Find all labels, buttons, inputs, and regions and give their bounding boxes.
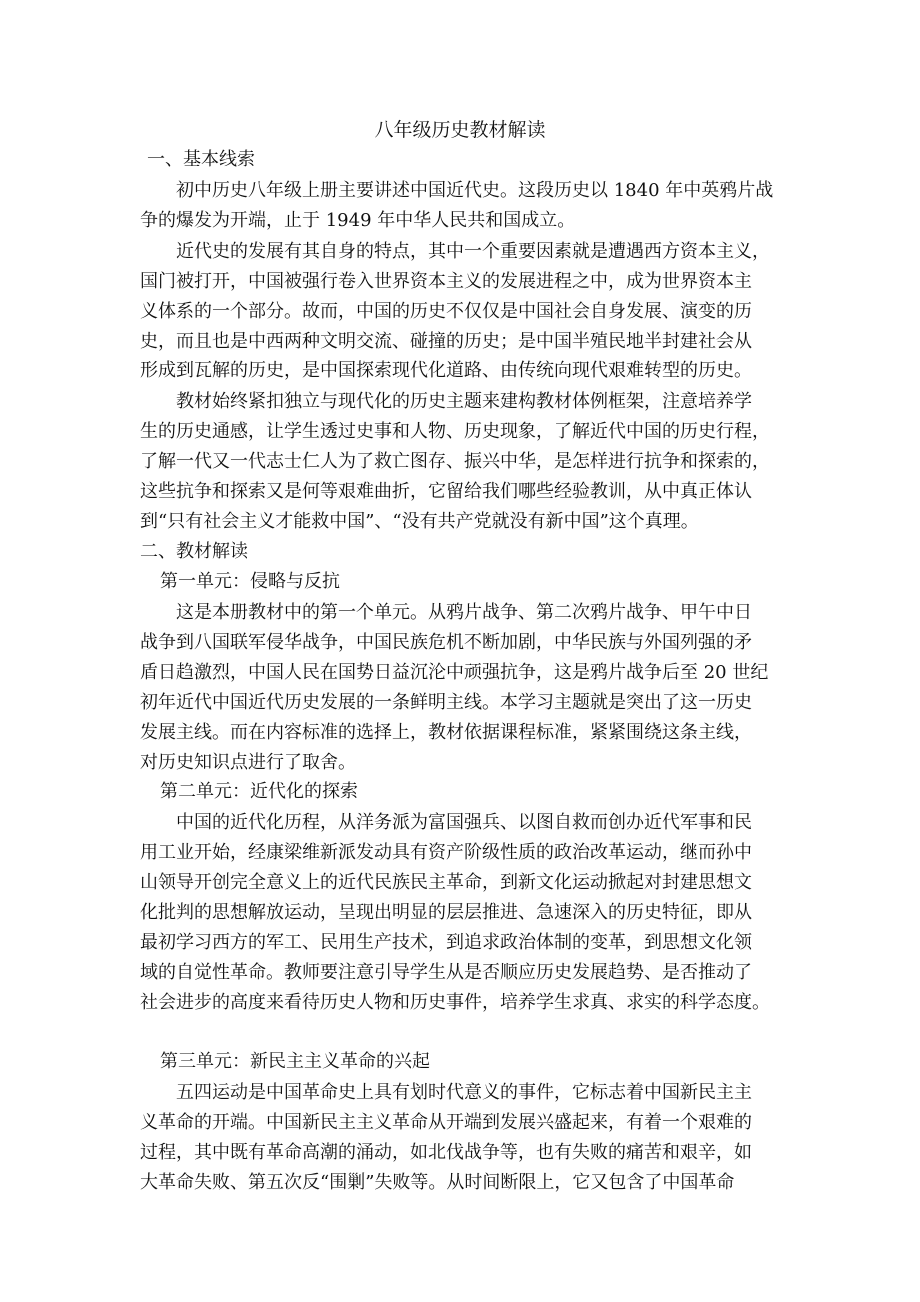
paragraph-line: 用工业开始，经康梁维新派发动具有资产阶级性质的政治改革运动，继而孙中 xyxy=(140,842,752,863)
paragraph-line: 战争到八国联军侵华战争，中国民族危机不断加剧，中华民族与外国列强的矛 xyxy=(140,632,752,653)
section-heading-textbook-reading: 二、教材解读 xyxy=(140,541,248,562)
paragraph-line: 大革命失败、第五次反“围剿”失败等。从时间断限上，它又包含了中国革命 xyxy=(140,1172,735,1193)
paragraph-line: 五四运动是中国革命史上具有划时代意义的事件，它标志着中国新民主主 xyxy=(176,1082,752,1103)
unit-heading-1: 第一单元：侵略与反抗 xyxy=(160,571,340,592)
paragraph-line: 初年近代中国近代历史发展的一条鲜明主线。本学习主题就是突出了这一历史 xyxy=(140,692,752,713)
paragraph-line: 义革命的开端。中国新民主主义革命从开端到发展兴盛起来，有着一个艰难的 xyxy=(140,1112,752,1133)
paragraph-line: 到“只有社会主义才能救中国”、“没有共产党就没有新中国”这个真理。 xyxy=(140,511,699,532)
paragraph-line: 过程，其中既有革命高潮的涌动，如北伐战争等，也有失败的痛苦和艰辛，如 xyxy=(140,1142,752,1163)
paragraph-line: 了解一代又一代志士仁人为了救亡图存、振兴中华，是怎样进行抗争和探索的， xyxy=(140,451,770,472)
unit-heading-3: 第三单元：新民主主义革命的兴起 xyxy=(160,1051,430,1072)
paragraph-line: 对历史知识点进行了取舍。 xyxy=(140,752,356,773)
paragraph-line: 域的自觉性革命。教师要注意引导学生从是否顺应历史发展趋势、是否推动了 xyxy=(140,962,752,983)
paragraph-line: 国门被打开，中国被强行卷入世界资本主义的发展进程之中，成为世界资本主 xyxy=(140,271,752,292)
paragraph-line: 义体系的一个部分。故而，中国的历史不仅仅是中国社会自身发展、演变的历 xyxy=(140,301,752,322)
unit-heading-2: 第二单元：近代化的探索 xyxy=(160,781,358,802)
paragraph-line: 生的历史通感，让学生透过史事和人物、历史现象，了解近代中国的历史行程， xyxy=(140,421,770,442)
paragraph-line: 教材始终紧扣独立与现代化的历史主题来建构教材体例框架，注意培养学 xyxy=(176,391,752,412)
paragraph-line: 争的爆发为开端，止于 1949 年中华人民共和国成立。 xyxy=(140,210,576,231)
paragraph-line: 形成到瓦解的历史，是中国探索现代化道路、由传统向现代艰难转型的历史。 xyxy=(140,360,752,381)
paragraph-line: 最初学习西方的军工、民用生产技术，到追求政治体制的变革，到思想文化领 xyxy=(140,932,752,953)
paragraph-line: 山领导开创完全意义上的近代民族民主革命，到新文化运动掀起对封建思想文 xyxy=(140,872,752,893)
paragraph-line: 这些抗争和探索又是何等艰难曲折，它留给我们哪些经验教训，从中真正体认 xyxy=(140,481,752,502)
section-heading-basic-clues: 一、基本线索 xyxy=(147,149,255,170)
paragraph-line: 初中历史八年级上册主要讲述中国近代史。这段历史以 1840 年中英鸦片战 xyxy=(176,180,774,201)
paragraph-line: 社会进步的高度来看待历史人物和历史事件，培养学生求真、求实的科学态度。 xyxy=(140,992,770,1013)
paragraph-line: 这是本册教材中的第一个单元。从鸦片战争、第二次鸦片战争、甲午中日 xyxy=(176,602,752,623)
paragraph-line: 盾日趋激烈，中国人民在国势日益沉沦中顽强抗争，这是鸦片战争后至 20 世纪 xyxy=(140,662,769,683)
paragraph-line: 发展主线。而在内容标准的选择上，教材依据课程标准，紧紧围绕这条主线， xyxy=(140,722,752,743)
document-title: 八年级历史教材解读 xyxy=(374,119,546,141)
paragraph-line: 史，而且也是中西两种文明交流、碰撞的历史；是中国半殖民地半封建社会从 xyxy=(140,331,752,352)
paragraph-line: 中国的近代化历程，从洋务派为富国强兵、以图自救而创办近代军事和民 xyxy=(176,812,752,833)
paragraph-line: 近代史的发展有其自身的特点，其中一个重要因素就是遭遇西方资本主义， xyxy=(176,241,770,262)
paragraph-line: 化批判的思想解放运动，呈现出明显的层层推进、急速深入的历史特征，即从 xyxy=(140,902,752,923)
